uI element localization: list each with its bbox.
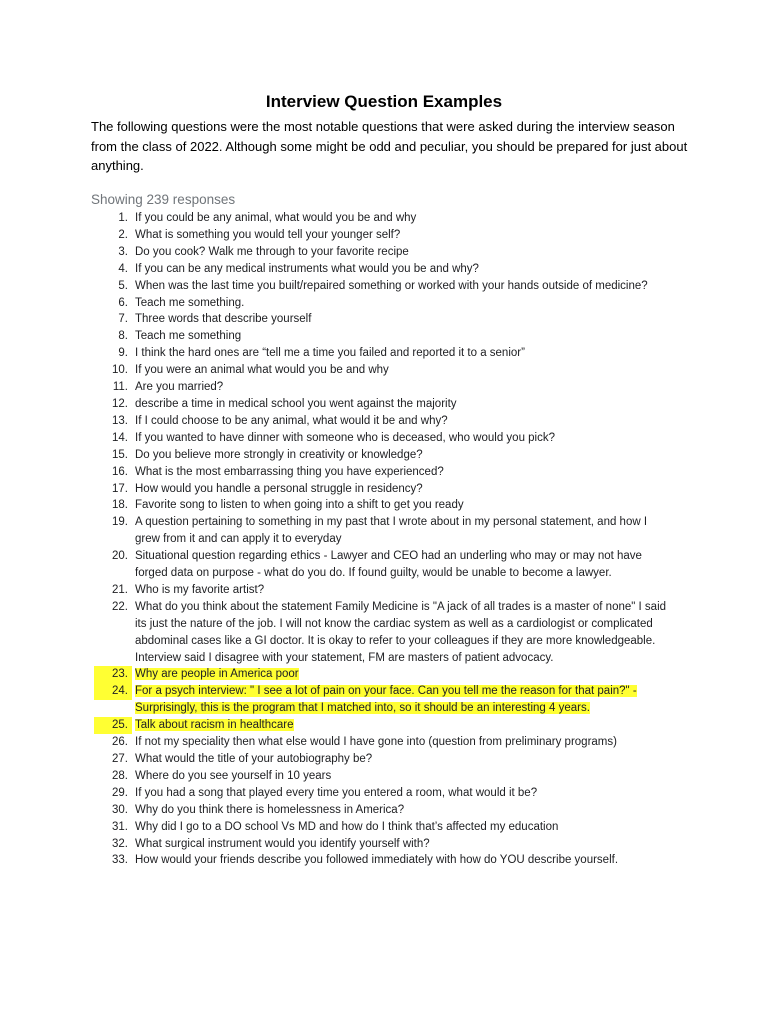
response-number: 12. xyxy=(112,397,128,410)
response-text: Do you cook? Walk me through to your favorite recipe xyxy=(135,245,409,258)
response-number: 13. xyxy=(112,414,128,427)
intro-paragraph: The following questions were the most notable questions that were asked during the interview season from the class of 2022. Although some might be odd and peculiar, you should be prepared for just about anything. xyxy=(91,119,688,173)
response-item xyxy=(0,852,670,869)
response-item xyxy=(0,514,670,548)
response-text: When was the last time you built/repaired something or worked with your hands outside of medicine? xyxy=(135,279,648,292)
response-number: 28. xyxy=(112,769,128,782)
response-number: 29. xyxy=(112,786,128,799)
response-text: What do you think about the statement Family Medicine is "A jack of all trades is a master of none" I said its just the nature of the job. I will not know the cardiac system as well as a cardiologist or complicated abdominal cases like a GI doctor. It is okay to refer to your colleagues if they are more knowledgeable. Interview said I disagree with your statement, FM are masters of patient advocacy. xyxy=(135,600,667,664)
response-number: 8. xyxy=(118,330,128,343)
response-item xyxy=(0,734,670,751)
response-text: Are you married? xyxy=(135,381,224,394)
response-number: 30. xyxy=(112,803,128,816)
response-text: Teach me something. xyxy=(135,296,245,309)
response-text: What is something you would tell your younger self? xyxy=(135,228,401,241)
response-number: 6. xyxy=(118,296,128,309)
response-item xyxy=(0,785,670,802)
response-item xyxy=(0,227,670,244)
response-text: If you were an animal what would you be and why xyxy=(135,364,389,377)
response-text: How would your friends describe you followed immediately with how do YOU describe yourself. xyxy=(135,854,619,867)
response-text: If you had a song that played every time you entered a room, what would it be? xyxy=(135,786,538,799)
page-title: Interview Question Examples xyxy=(265,92,503,111)
response-item xyxy=(0,599,670,667)
response-item xyxy=(0,244,670,261)
response-item xyxy=(0,751,670,768)
response-text: I think the hard ones are “tell me a time you failed and reported it to a senior” xyxy=(135,347,525,360)
response-item xyxy=(0,836,670,853)
response-text: Why are people in America poor xyxy=(135,668,299,681)
response-item xyxy=(0,464,670,481)
response-number: 24. xyxy=(94,683,132,700)
response-number: 4. xyxy=(118,262,128,275)
response-count: Showing 239 responses xyxy=(91,192,236,207)
response-text: A question pertaining to something in my past that I wrote about in my personal statement, and how I grew from it and can apply it to everyday xyxy=(135,516,648,546)
response-number: 5. xyxy=(118,279,128,292)
response-number: 2. xyxy=(118,228,128,241)
response-item xyxy=(0,802,670,819)
response-text: Who is my favorite artist? xyxy=(135,583,265,596)
response-number: 9. xyxy=(118,347,128,360)
response-number: 27. xyxy=(112,753,128,765)
response-number: 21. xyxy=(112,583,128,596)
response-item xyxy=(0,430,670,447)
response-item xyxy=(0,396,670,413)
response-number: 15. xyxy=(112,448,128,461)
response-item xyxy=(0,768,670,785)
response-item xyxy=(0,497,670,514)
response-text: Do you believe more strongly in creativity or knowledge? xyxy=(135,448,423,461)
response-item xyxy=(0,819,670,836)
response-text: How would you handle a personal struggle in residency? xyxy=(135,482,423,495)
response-item xyxy=(0,481,670,498)
response-text: describe a time in medical school you went against the majority xyxy=(135,397,457,410)
response-number: 22. xyxy=(112,600,128,613)
response-item xyxy=(0,683,670,717)
response-text: Talk about racism in healthcare xyxy=(135,719,294,732)
response-item xyxy=(0,717,670,734)
response-text: If you can be any medical instruments what would you be and why? xyxy=(135,262,479,275)
response-item xyxy=(0,295,670,312)
response-item xyxy=(0,379,670,396)
response-text: Favorite song to listen to when going into a shift to get you ready xyxy=(135,499,464,512)
response-text: What is the most embarrassing thing you have experienced? xyxy=(135,465,444,478)
response-number: 1. xyxy=(118,212,128,224)
response-number: 23. xyxy=(94,666,132,683)
response-number: 19. xyxy=(112,516,128,529)
response-list xyxy=(0,210,768,869)
response-number: 14. xyxy=(112,431,128,444)
response-item xyxy=(0,362,670,379)
response-item xyxy=(0,311,670,328)
response-item xyxy=(0,210,670,227)
response-number: 26. xyxy=(112,736,128,749)
response-item xyxy=(0,582,670,599)
response-text: Teach me something xyxy=(135,330,242,343)
response-number: 7. xyxy=(118,313,128,326)
response-text: If you could be any animal, what would you be and why xyxy=(135,212,417,224)
response-text: If not my speciality then what else would I have gone into (question from preliminary programs) xyxy=(135,736,617,749)
response-number: 20. xyxy=(112,550,128,563)
response-item xyxy=(0,548,670,582)
response-number: 11. xyxy=(112,381,128,394)
response-number: 16. xyxy=(112,465,128,478)
response-text: Why do you think there is homelessness in America? xyxy=(135,803,405,816)
response-text: What surgical instrument would you identify yourself with? xyxy=(135,837,430,850)
response-number: 18. xyxy=(112,499,128,512)
response-number: 3. xyxy=(118,245,128,258)
response-text: Where do you see yourself in 10 years xyxy=(135,769,332,782)
response-number: 17. xyxy=(112,482,128,495)
response-item xyxy=(0,666,670,683)
response-text: If I could choose to be any animal, what would it be and why? xyxy=(135,414,448,427)
response-number: 33. xyxy=(112,854,128,867)
response-text: Three words that describe yourself xyxy=(135,313,312,326)
response-item xyxy=(0,447,670,464)
response-item xyxy=(0,261,670,278)
response-text: For a psych interview: " I see a lot of pain on your face. Can you tell me the reason for that pain?" - Surprisingly, this is the program that I matched into, so it should be an interesting 4 years. xyxy=(135,685,637,715)
response-text: Situational question regarding ethics - Lawyer and CEO had an underling who may or may not have forged data on purpose - what do you do. If found guilty, would be unable to become a lawyer. xyxy=(135,550,642,580)
response-item xyxy=(0,413,670,430)
response-number: 25. xyxy=(94,717,132,734)
response-number: 31. xyxy=(112,820,128,833)
response-number: 10. xyxy=(112,364,128,377)
response-number: 32. xyxy=(112,837,128,850)
response-item xyxy=(0,345,670,362)
response-text: Why did I go to a DO school Vs MD and how do I think that’s affected my education xyxy=(135,820,559,833)
response-item xyxy=(0,278,670,295)
response-text: What would the title of your autobiography be? xyxy=(135,753,373,765)
response-item xyxy=(0,328,670,345)
response-text: If you wanted to have dinner with someone who is deceased, who would you pick? xyxy=(135,431,556,444)
